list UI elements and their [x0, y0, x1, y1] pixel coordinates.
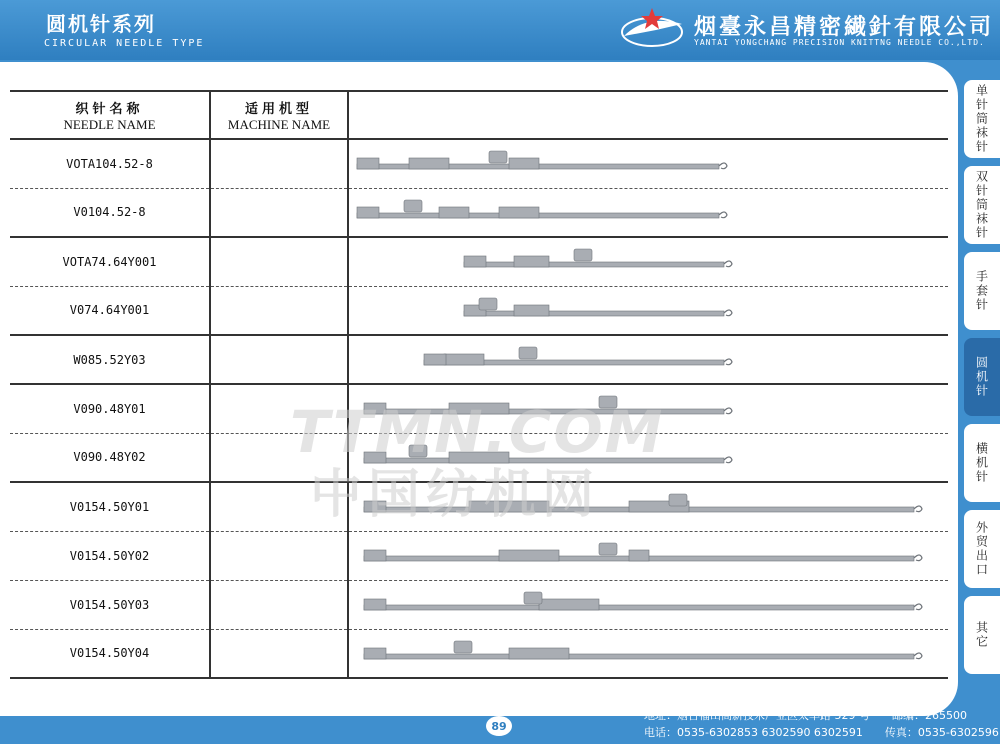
needle-hook — [719, 163, 727, 169]
table-row — [10, 482, 948, 531]
machine-name — [210, 335, 348, 384]
sidebar-tab[interactable]: 手套针 — [964, 252, 1000, 330]
sidebar-tab[interactable]: 横机针 — [964, 424, 1000, 502]
needle-name: V0104.52-8 — [10, 188, 210, 237]
table-row — [10, 384, 948, 433]
needle-name: V0154.50Y01 — [10, 482, 210, 531]
needle-step — [449, 403, 509, 414]
needle-table — [10, 90, 948, 679]
company-name-en: YANTAI YONGCHANG PRECISION KNITTNG NEEDLE CO.,LTD. — [694, 38, 985, 47]
needle-drawing — [349, 442, 939, 474]
table-body — [10, 139, 948, 678]
needle-hook — [914, 604, 922, 610]
needle-drawing — [349, 540, 939, 572]
needle-butt — [574, 249, 592, 261]
machine-name — [210, 580, 348, 629]
sidebar-tab[interactable]: 外贸出口 — [964, 510, 1000, 588]
needle-step — [514, 256, 549, 267]
needle-hook — [914, 653, 922, 659]
needle-front — [364, 599, 386, 610]
header-image — [348, 91, 948, 139]
needle-drawing — [349, 638, 939, 670]
needle-butt — [454, 641, 472, 653]
machine-name — [210, 629, 348, 678]
sidebar-tab[interactable]: 单针筒袜针 — [964, 80, 1000, 158]
needle-image-cell — [348, 286, 948, 335]
needle-butt — [479, 298, 497, 310]
footer-phone: 电话：0535-6302853 6302590 6302591 传真：0535-6302596 — [644, 726, 999, 739]
machine-name — [210, 139, 348, 188]
needle-step — [509, 158, 539, 169]
footer-address: 地址：烟台福山高新技术产业区太华路 529 号 邮编：265500 — [644, 709, 967, 722]
needle-image-cell — [348, 629, 948, 678]
needle-step — [509, 648, 569, 659]
machine-name — [210, 237, 348, 286]
needle-hook — [724, 310, 732, 316]
needle-hook — [724, 408, 732, 414]
needle-drawing — [349, 589, 939, 621]
needle-image-cell — [348, 237, 948, 286]
header-needle-name — [10, 91, 210, 139]
needle-name: W085.52Y03 — [10, 335, 210, 384]
table-row — [10, 629, 948, 678]
needle-hook — [914, 506, 922, 512]
needle-front — [357, 207, 379, 218]
table-row — [10, 237, 948, 286]
needle-step — [409, 158, 449, 169]
company-name-cn: 烟臺永昌精密繊針有限公司 — [694, 15, 995, 40]
table-header — [10, 91, 948, 139]
needle-drawing — [349, 393, 939, 425]
needle-hook — [724, 359, 732, 365]
needle-image-cell — [348, 433, 948, 482]
needle-hook — [724, 261, 732, 267]
needle-drawing — [349, 148, 939, 180]
page-number: 89 — [486, 716, 512, 736]
sidebar-tab[interactable]: 其它 — [964, 596, 1000, 674]
needle-hook — [914, 555, 922, 561]
table-row — [10, 531, 948, 580]
needle-hook — [719, 212, 727, 218]
sidebar-tab[interactable]: 双针筒袜针 — [964, 166, 1000, 244]
needle-image-cell — [348, 139, 948, 188]
watermark-text-cn: 中国纺机网 — [310, 465, 601, 525]
needle-step — [439, 207, 469, 218]
needle-image-cell — [348, 188, 948, 237]
needle-image-cell — [348, 335, 948, 384]
header-needle-name-cn: 织针名称 — [75, 101, 144, 117]
category-sidebar — [964, 80, 1000, 700]
machine-name — [210, 531, 348, 580]
header-machine-name-cn: 适用机型 — [244, 101, 313, 117]
needle-butt — [599, 396, 617, 408]
needle-hook — [724, 457, 732, 463]
needle-step — [514, 305, 549, 316]
machine-name — [210, 384, 348, 433]
needle-step — [444, 354, 484, 365]
table-row — [10, 433, 948, 482]
needle-image-cell — [348, 482, 948, 531]
needle-butt — [524, 592, 542, 604]
needle-front — [364, 501, 386, 512]
needle-step — [469, 501, 549, 512]
needle-drawing — [349, 491, 939, 523]
needle-front — [364, 403, 386, 414]
needle-name: VOTA74.64Y001 — [10, 237, 210, 286]
needle-shank — [364, 605, 914, 610]
table-row — [10, 335, 948, 384]
needle-drawing — [349, 344, 939, 376]
needle-step — [449, 452, 509, 463]
needle-shank — [364, 458, 724, 463]
needle-image-cell — [348, 384, 948, 433]
needle-name: VOTA104.52-8 — [10, 139, 210, 188]
company-logo-icon — [616, 6, 688, 52]
needle-step — [499, 550, 559, 561]
needle-front — [424, 354, 446, 365]
table-row — [10, 139, 948, 188]
machine-name — [210, 188, 348, 237]
needle-shank — [364, 409, 724, 414]
needle-butt — [669, 494, 687, 506]
needle-name: V0154.50Y03 — [10, 580, 210, 629]
needle-butt — [404, 200, 422, 212]
machine-name — [210, 286, 348, 335]
needle-image-cell — [348, 580, 948, 629]
header-needle-name-en: NEEDLE NAME — [63, 116, 156, 132]
needle-name: V074.64Y001 — [10, 286, 210, 335]
needle-butt — [519, 347, 537, 359]
needle-butt — [489, 151, 507, 163]
needle-shank — [464, 311, 724, 316]
needle-drawing — [349, 295, 939, 327]
needle-step — [499, 207, 539, 218]
header-bar — [0, 0, 1000, 60]
needle-butt — [409, 445, 427, 457]
needle-front — [364, 452, 386, 463]
sidebar-tab[interactable]: 圆机针 — [964, 338, 1000, 416]
table-row — [10, 580, 948, 629]
machine-name — [210, 482, 348, 531]
needle-name: V090.48Y01 — [10, 384, 210, 433]
needle-name: V0154.50Y04 — [10, 629, 210, 678]
needle-step — [629, 550, 649, 561]
table-row — [10, 188, 948, 237]
machine-name — [210, 433, 348, 482]
series-subtitle: CIRCULAR NEEDLE TYPE — [44, 38, 205, 49]
header-machine-name — [210, 91, 348, 139]
needle-name: V0154.50Y02 — [10, 531, 210, 580]
needle-front — [364, 550, 386, 561]
needle-drawing — [349, 246, 939, 278]
needle-front — [357, 158, 379, 169]
needle-front — [364, 648, 386, 659]
needle-step — [539, 599, 599, 610]
needle-shank — [464, 262, 724, 267]
watermark-text: TTMN.COM — [290, 398, 665, 466]
header-machine-name-en: MACHINE NAME — [227, 116, 331, 132]
needle-butt — [599, 543, 617, 555]
table-row — [10, 286, 948, 335]
needle-shank — [364, 654, 914, 659]
needle-name: V090.48Y02 — [10, 433, 210, 482]
needle-image-cell — [348, 531, 948, 580]
series-title: 圆机针系列 — [46, 12, 156, 36]
needle-drawing — [349, 197, 939, 229]
needle-front — [464, 256, 486, 267]
